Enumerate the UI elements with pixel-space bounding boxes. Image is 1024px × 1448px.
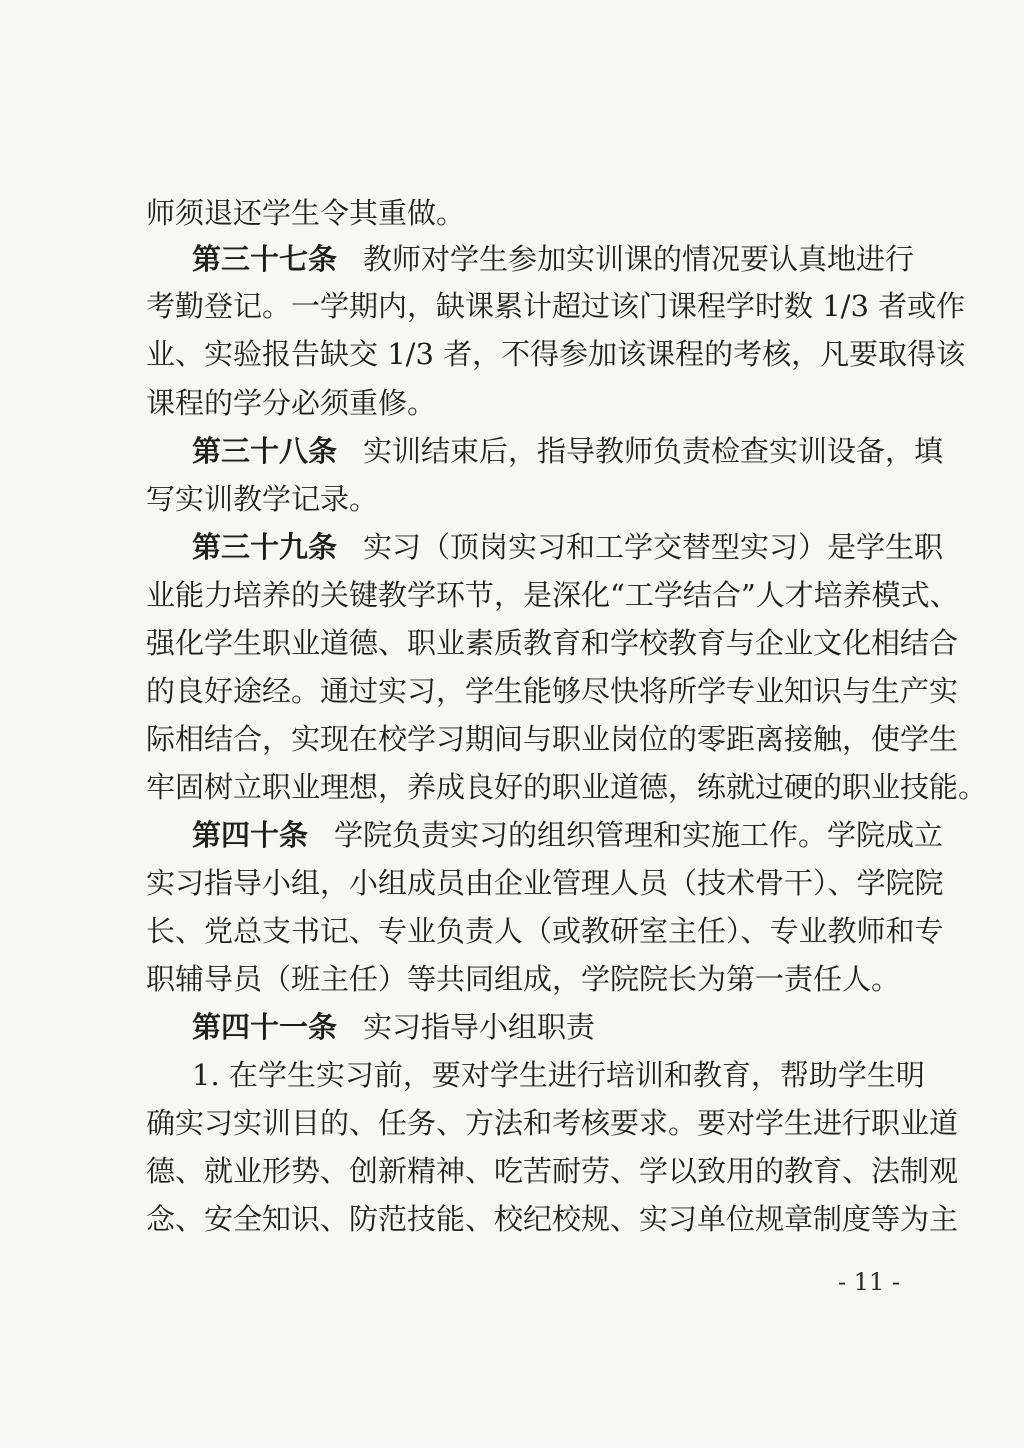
article-41-text: 实习指导小组职责 [363, 1010, 596, 1044]
article-39-line-1 [192, 524, 944, 570]
text-line-7: 写实训教学记录。 [146, 482, 379, 516]
article-38-line-1 [192, 428, 944, 474]
article-40-heading: 第四十条 [192, 818, 309, 852]
article-41-line-1 [192, 1004, 894, 1050]
page-number: - 11 - [837, 1268, 900, 1296]
article-37-heading: 第三十七条 [192, 242, 338, 276]
article-39-text: 实习（顶岗实习和工学交替型实习）是学生职 [363, 530, 944, 564]
text-line-10: 强化学生职业道德、职业素质教育和学校教育与企业文化相结合 [146, 626, 959, 660]
text-line-5: 课程的学分必须重修。 [146, 386, 437, 420]
article-38-heading: 第三十八条 [192, 434, 338, 468]
text-line-21: 德、就业形势、创新精神、吃苦耐劳、学以致用的教育、法制观 [146, 1154, 959, 1188]
text-line-16: 长、党总支书记、专业负责人（或教研室主任）、专业教师和专 [146, 914, 944, 948]
text-line-22: 念、安全知识、防范技能、校纪校规、实习单位规章制度等为主 [146, 1202, 959, 1236]
article-37-text: 教师对学生参加实训课的情况要认真地进行 [363, 242, 915, 276]
article-37-line-1 [192, 236, 915, 282]
text-line-1: 师须退还学生令其重做。 [146, 196, 466, 230]
article-39-heading: 第三十九条 [192, 530, 338, 564]
article-41-heading: 第四十一条 [192, 1010, 338, 1044]
text-line-13: 牢固树立职业理想，养成良好的职业道德，练就过硬的职业技能。 [146, 770, 988, 804]
article-40-line-1 [192, 812, 944, 858]
text-line-3: 考勤登记。一学期内，缺课累计超过该门课程学时数 1/3 者或作 [146, 289, 966, 323]
text-line-12: 际相结合，实现在校学习期间与职业岗位的零距离接触，使学生 [146, 722, 959, 756]
item-1-line-1: 1. 在学生实习前，要对学生进行培训和教育，帮助学生明 [192, 1058, 925, 1092]
article-38-text: 实训结束后，指导教师负责检查实训设备，填 [363, 434, 944, 468]
text-line-15: 实习指导小组，小组成员由企业管理人员（技术骨干）、学院院 [146, 866, 944, 900]
text-line-11: 的良好途经。通过实习，学生能够尽快将所学专业知识与生产实 [146, 674, 959, 708]
text-line-9: 业能力培养的关键教学环节，是深化“工学结合”人才培养模式、 [146, 578, 959, 612]
text-line-4: 业、实验报告缺交 1/3 者，不得参加该课程的考核，凡要取得该 [146, 337, 966, 371]
article-40-text: 学院负责实习的组织管理和实施工作。学院成立 [334, 818, 944, 852]
text-line-20: 确实习实训目的、任务、方法和考核要求。要对学生进行职业道 [146, 1106, 959, 1140]
text-line-17: 职辅导员（班主任）等共同组成，学院院长为第一责任人。 [146, 962, 901, 996]
